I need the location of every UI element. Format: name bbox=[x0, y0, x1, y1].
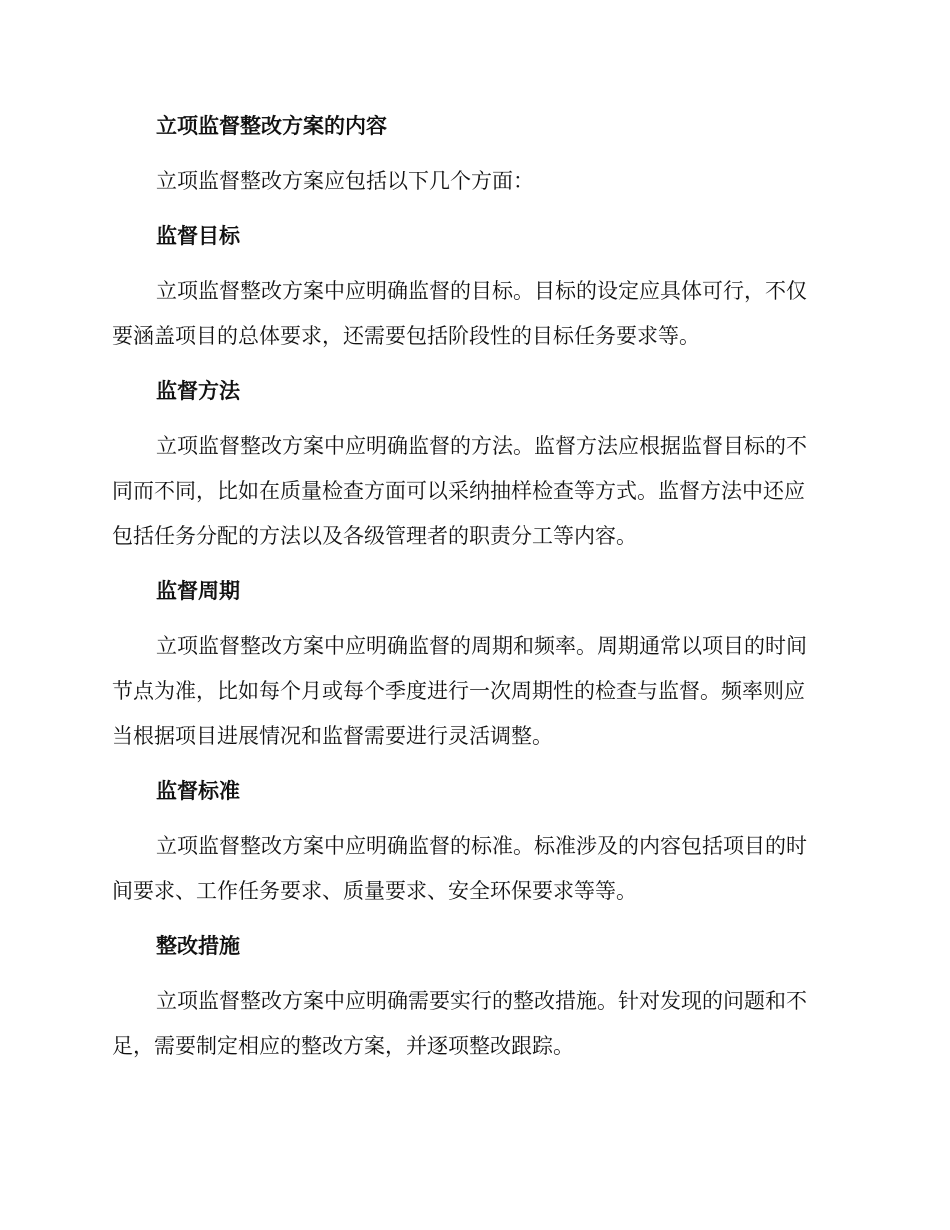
paragraph-line: 要涵盖项目的总体要求，还需要包括阶段性的目标任务要求等。 bbox=[112, 324, 700, 348]
document-title: 立项监督整改方案的内容 bbox=[156, 113, 387, 138]
paragraph-line: 立项监督整改方案中应明确需要实行的整改措施。针对发现的问题和不 bbox=[156, 989, 807, 1013]
section-body-goal bbox=[112, 273, 838, 354]
paragraph-line: 立项监督整改方案中应明确监督的周期和频率。周期通常以项目的时间 bbox=[156, 634, 807, 658]
paragraph-line: 立项监督整改方案中应明确监督的目标。目标的设定应具体可行，不仅 bbox=[156, 279, 807, 303]
section-heading-method: 监督方法 bbox=[156, 378, 240, 403]
paragraph-line: 足，需要制定相应的整改方案，并逐项整改跟踪。 bbox=[112, 1034, 574, 1058]
paragraph-line: 立项监督整改方案中应明确监督的标准。标准涉及的内容包括项目的时 bbox=[156, 834, 807, 858]
paragraph-line: 包括任务分配的方法以及各级管理者的职责分工等内容。 bbox=[112, 524, 637, 548]
paragraph-line: 同而不同，比如在质量检查方面可以采纳抽样检查等方式。监督方法中还应 bbox=[112, 479, 805, 503]
section-heading-goal: 监督目标 bbox=[156, 223, 240, 248]
paragraph-line: 节点为准，比如每个月或每个季度进行一次周期性的检查与监督。频率则应 bbox=[112, 679, 805, 703]
section-heading-rectification: 整改措施 bbox=[156, 933, 240, 958]
paragraph-line: 立项监督整改方案中应明确监督的方法。监督方法应根据监督目标的不 bbox=[156, 434, 807, 458]
section-heading-standard: 监督标准 bbox=[156, 778, 240, 803]
section-body-standard bbox=[112, 828, 838, 909]
section-body-method bbox=[112, 428, 838, 554]
section-body-cycle bbox=[112, 628, 838, 754]
section-body-rectification bbox=[112, 983, 838, 1064]
paragraph-line: 当根据项目进展情况和监督需要进行灵活调整。 bbox=[112, 724, 553, 748]
paragraph-line: 间要求、工作任务要求、质量要求、安全环保要求等等。 bbox=[112, 879, 637, 903]
section-heading-cycle: 监督周期 bbox=[156, 578, 240, 603]
intro-paragraph: 立项监督整改方案应包括以下几个方面： bbox=[156, 169, 534, 193]
